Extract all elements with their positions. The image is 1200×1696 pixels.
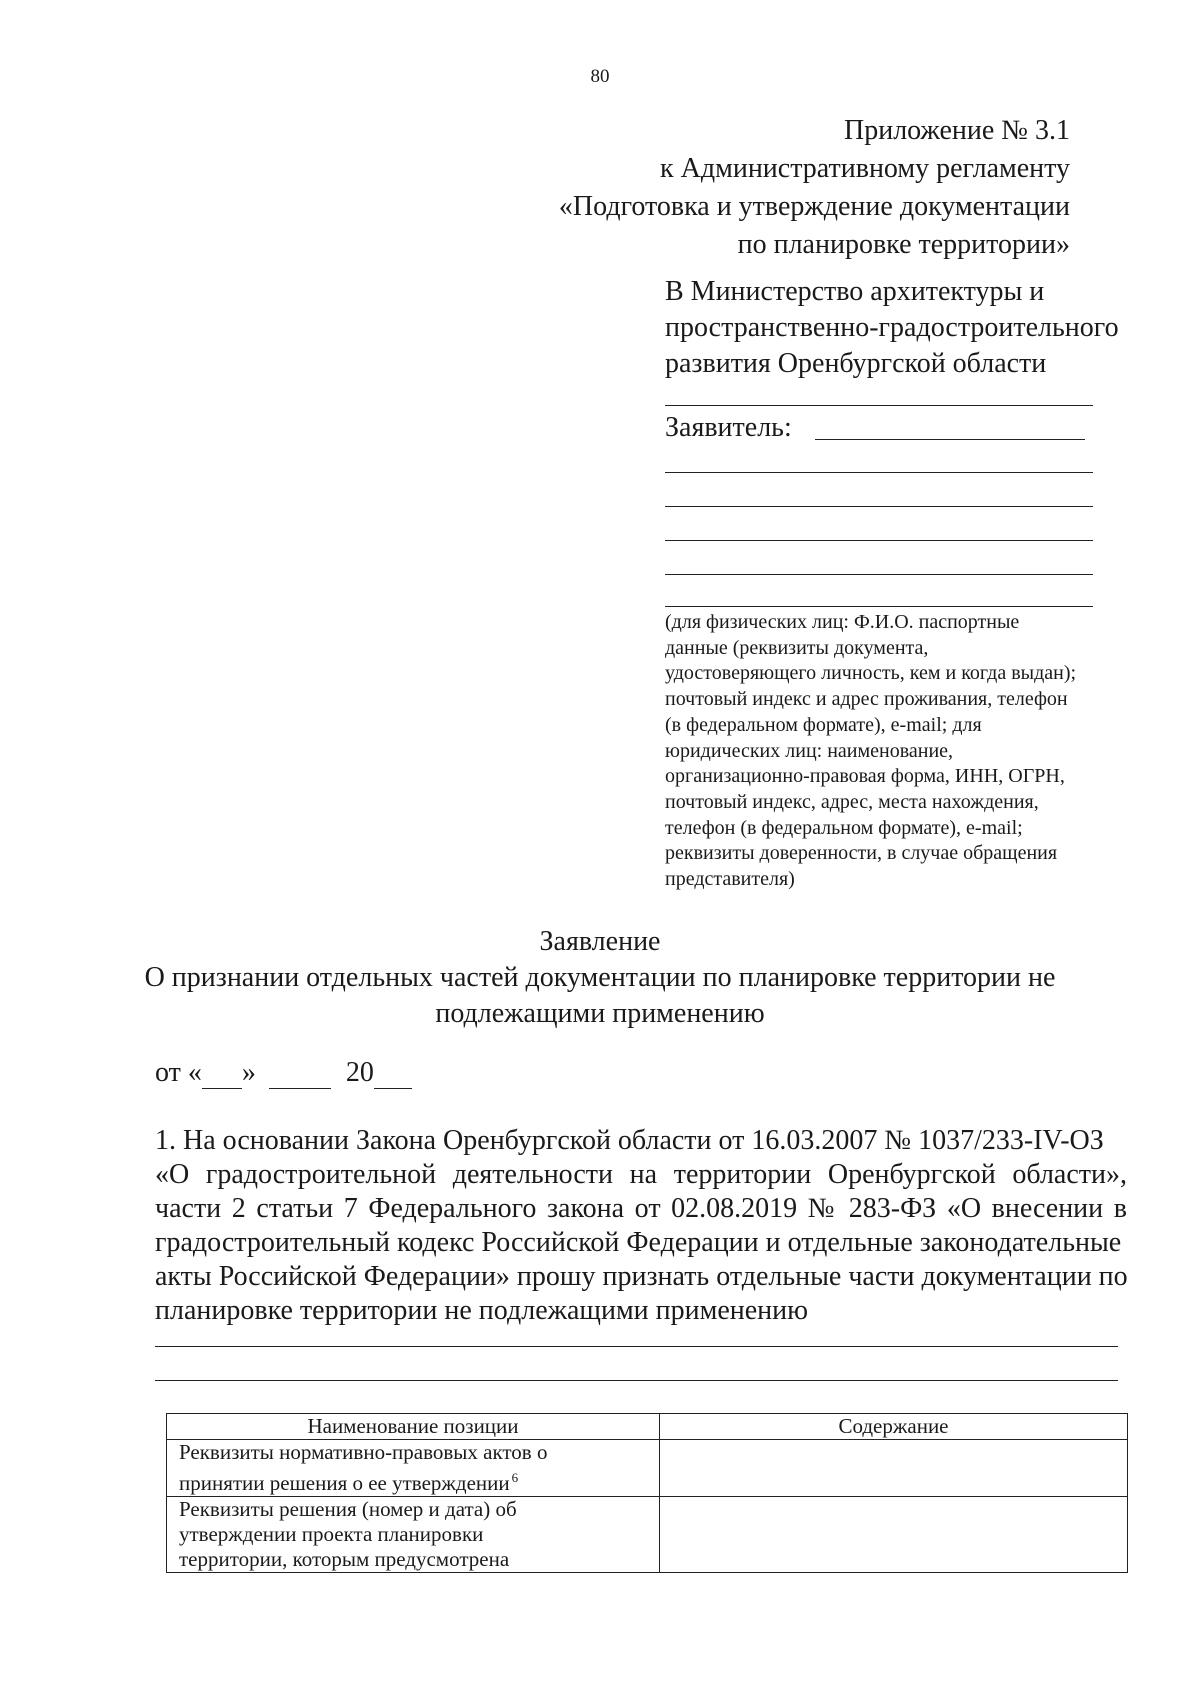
applicant-details-line[interactable] [665,574,1093,575]
statement-blank-line[interactable] [155,1346,1118,1347]
applicant-label: Заявитель: [665,412,792,443]
row-label-line: территории, которым предусмотрена [179,1547,510,1571]
table-row [167,1440,1128,1497]
note-line: организационно-правовая форма, ИНН, ОГРН, [665,765,1065,788]
statement-blank-line[interactable] [155,1380,1118,1381]
body-line: «О градостроительной деятельности на территории Оренбургской области», [155,1159,1127,1190]
appendix-header [559,112,1070,264]
row-label-line: Реквизиты решения (номер и дата) об [179,1497,517,1521]
addressee-line: пространственно-градостроительного [665,312,1119,343]
note-line: (в федеральном формате), e-mail; для [665,713,982,736]
page-number: 80 [590,66,610,87]
note-line: представителя) [665,868,795,891]
applicant-note [665,610,1076,893]
column-header-name: Наименование позиции [167,1414,660,1440]
row-label [167,1440,660,1497]
applicant-details-line[interactable] [665,472,1093,473]
row-value-cell[interactable] [660,1497,1128,1573]
month-blank[interactable] [269,1058,331,1089]
table-row [167,1497,1128,1573]
note-line: (для физических лиц: Ф.И.О. паспортные [665,611,1020,633]
body-line: 1. На основании Закона Оренбургской области от 16.03.2007 № 1037/233-IV-ОЗ [155,1125,1104,1156]
appendix-line: Приложение № 3.1 [844,115,1070,146]
applicant-details-line[interactable] [665,540,1093,541]
note-line: удостоверяющего личность, кем и когда выдан); [665,662,1077,685]
addressee-line: развития Оренбургской области [665,348,1047,379]
day-blank[interactable] [202,1058,242,1089]
addressee-block [665,274,1119,382]
statement-body [155,1124,1127,1328]
info-table [166,1413,1128,1573]
statement-title: Заявление [539,926,661,957]
body-line: планировке территории не подлежащими применению [155,1295,809,1326]
column-header-content: Содержание [660,1414,1128,1440]
appendix-line: по планировке территории» [737,229,1070,260]
year-prefix: 20 [345,1057,374,1088]
date-quote-close: » [241,1057,256,1088]
statement-subtitle: О признании отдельных частей документации по планировке территории не [144,962,1056,993]
addressee-line: В Министерство архитектуры и [665,276,1045,307]
applicant-name-line[interactable] [815,439,1085,440]
date-row [155,1057,412,1089]
row-value-cell[interactable] [660,1440,1128,1497]
table-header-row [167,1414,1128,1440]
row-label-line: Реквизиты нормативно-правовых актов о [179,1440,548,1464]
row-label-line-with-footnote [179,1465,647,1496]
appendix-line: к Административному регламенту [660,153,1070,184]
body-line: части 2 статьи 7 Федерального закона от 02.08.2019 № 283-ФЗ «О внесении в [155,1193,1127,1224]
note-line: почтовый индекс и адрес проживания, телефон [665,688,1068,711]
row-label [167,1497,660,1573]
body-line: акты Российской Федерации» прошу признать отдельные части документации по [155,1261,1128,1292]
note-line: данные (реквизиты документа, [665,636,929,659]
applicant-details-line[interactable] [665,606,1093,607]
note-line: телефон (в федеральном формате), e-mail; [665,816,1023,839]
row-label-line: утверждении проекта планировки [179,1522,484,1546]
applicant-details-line[interactable] [665,506,1093,507]
date-prefix: от « [155,1057,202,1088]
note-line: реквизиты доверенности, в случае обращения [665,842,1058,865]
statement-subtitle: подлежащими применению [435,998,765,1029]
year-blank[interactable] [374,1058,412,1089]
footnote-marker[interactable]: 6 [511,1470,519,1485]
row-label-text: принятии решения о ее утверждении [179,1471,510,1495]
note-line: юридических лиц: наименование, [665,739,954,762]
addressee-blank-line[interactable] [665,405,1093,406]
note-line: почтовый индекс, адрес, места нахождения, [665,790,1039,813]
appendix-line: «Подготовка и утверждение документации [558,191,1070,222]
body-line: градостроительный кодекс Российской Федерации и отдельные законодательные [155,1227,1122,1258]
